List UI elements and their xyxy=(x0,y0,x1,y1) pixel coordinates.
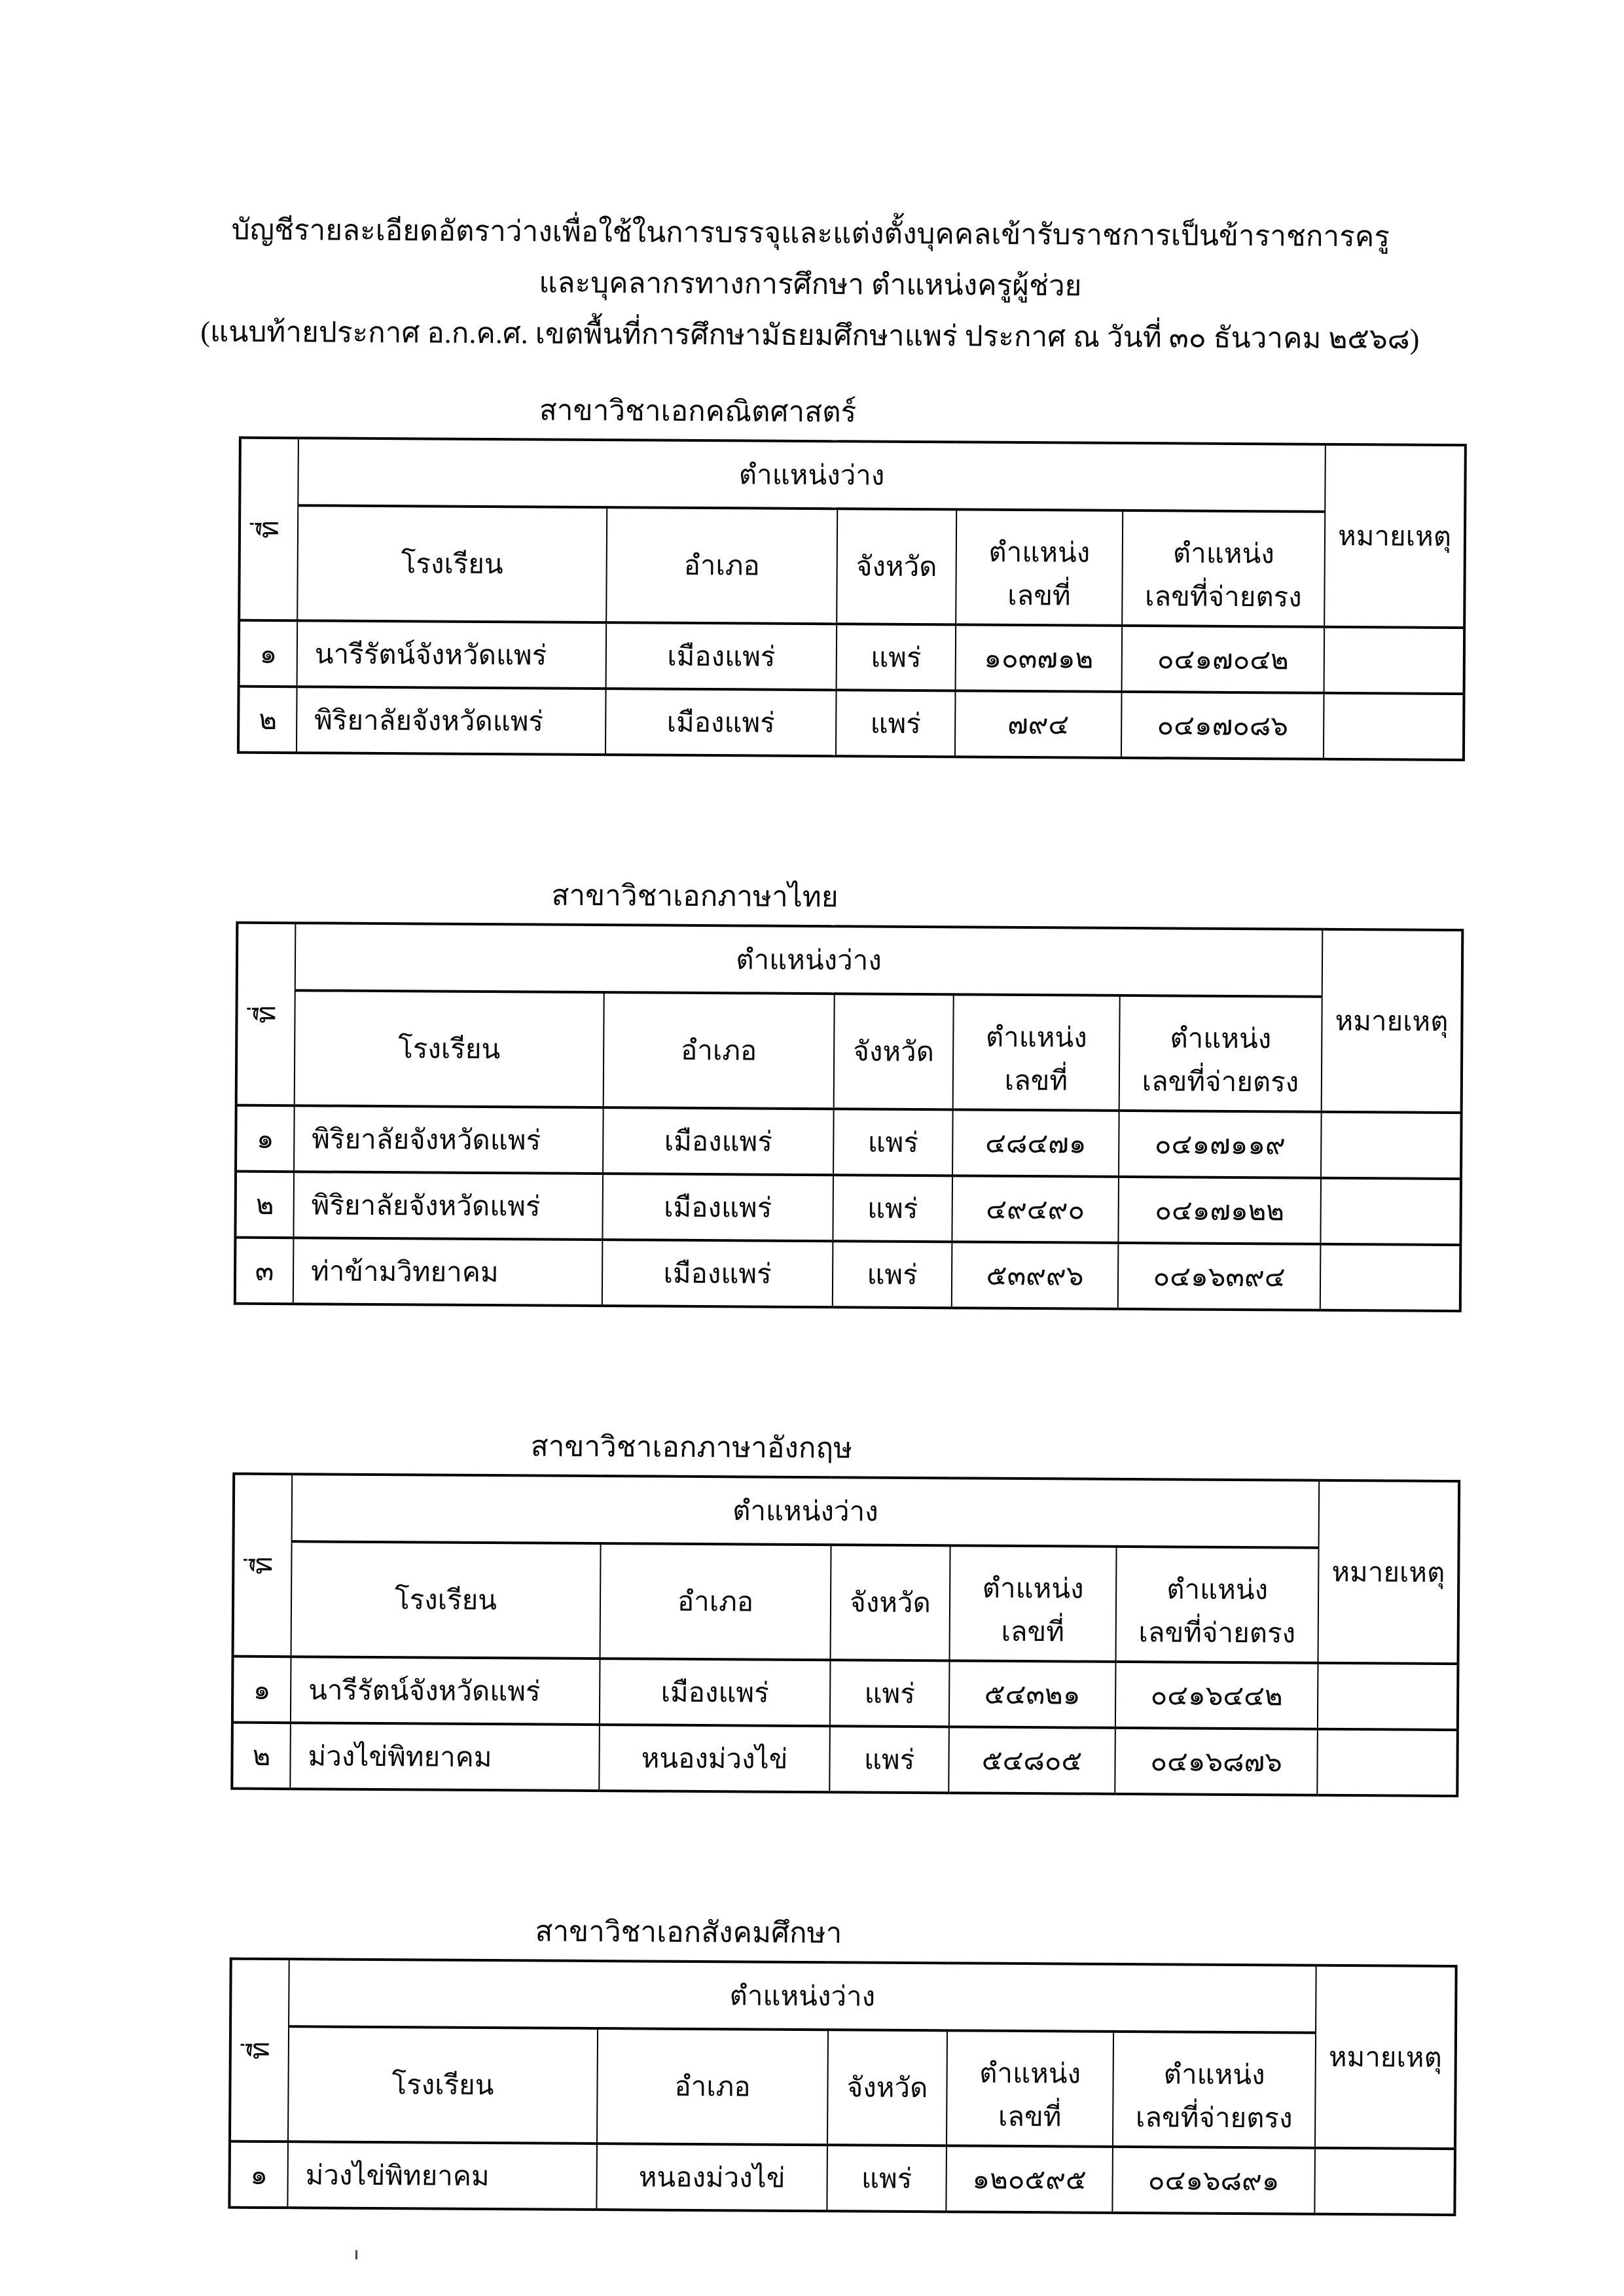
col-header-no-label: ที่ xyxy=(245,2041,276,2060)
table-row xyxy=(236,1105,1462,1179)
vacancy-table xyxy=(228,1958,1457,2216)
vacancy-table xyxy=(234,922,1464,1312)
cell-province: แพร่ xyxy=(830,1660,950,1727)
col-header-direct-line2: เลขที่จ่ายตรง xyxy=(1142,1067,1299,1098)
cell-position-no: ๕๔๓๒๑ xyxy=(949,1660,1116,1728)
cell-no: ๒ xyxy=(232,1723,291,1789)
cell-district: เมืองแพร่ xyxy=(602,1174,833,1241)
col-header-district: อำเภอ xyxy=(600,1543,831,1660)
subject-title: สาขาวิชาเอกสังคมศึกษา xyxy=(535,1915,842,1950)
subject-section xyxy=(0,874,1619,1313)
col-header-direct-pay-no-lines xyxy=(1113,2033,1315,2147)
col-header-vacancy: ตำแหน่งว่าง xyxy=(292,1474,1320,1548)
col-header-position-line2: เลขที่ xyxy=(1004,1066,1068,1097)
col-header-direct-line1: ตำแหน่ง xyxy=(1170,1024,1272,1055)
col-header-position-no-lines xyxy=(956,511,1122,624)
cell-school: ม่วงไข่พิทยาคม xyxy=(290,1723,600,1791)
col-header-no-label: ที่ xyxy=(251,1005,282,1024)
cell-remark xyxy=(1314,2148,1455,2215)
col-header-no xyxy=(233,1474,293,1657)
cell-position-no: ๕๔๘๐๕ xyxy=(948,1727,1115,1794)
subject-title: สาขาวิชาเอกภาษาไทย xyxy=(551,879,839,914)
col-header-district: อำเภอ xyxy=(604,992,835,1109)
cell-position-no: ๗๙๔ xyxy=(955,691,1122,758)
table-row xyxy=(229,2142,1455,2215)
vacancy-table-body xyxy=(229,2142,1455,2215)
subject-section xyxy=(0,1425,1615,1798)
col-header-position-line2: เลขที่ xyxy=(998,2102,1062,2133)
col-header-vacancy: ตำแหน่งว่าง xyxy=(295,923,1323,997)
cell-district: เมืองแพร่ xyxy=(606,622,837,690)
table-row xyxy=(232,1723,1458,1796)
cell-remark xyxy=(1320,1244,1461,1311)
cell-province: แพร่ xyxy=(833,1109,953,1175)
col-header-school: โรงเรียน xyxy=(295,990,604,1107)
cell-direct-pay-no: ๐๔๑๖๓๙๔ xyxy=(1118,1243,1321,1310)
cell-school: นารีรัตน์จังหวัดแพร่ xyxy=(297,620,607,689)
vacancy-table xyxy=(230,1473,1460,1797)
cell-province: แพร่ xyxy=(833,1241,952,1308)
col-header-direct-line1: ตำแหน่ง xyxy=(1172,539,1274,570)
col-header-position-no xyxy=(956,509,1123,626)
cell-province: แพร่ xyxy=(829,1726,949,1793)
vacancy-table-body xyxy=(238,620,1464,760)
document-title-line-3: (แนบท้ายประกาศ อ.ก.ค.ศ. เขตพื้นที่การศึกษามัธยมศึกษาแพร่ ประกาศ ณ วันที่ ๓๐ ธันวาคม ๒๕๖๘) xyxy=(200,315,1420,355)
col-header-no-label: ที่ xyxy=(248,1556,279,1575)
cell-no: ๓ xyxy=(235,1238,294,1304)
col-header-direct-line1: ตำแหน่ง xyxy=(1166,1575,1269,1606)
col-header-direct-pay-no xyxy=(1115,1547,1318,1663)
col-header-position-no-lines xyxy=(954,996,1119,1109)
table-row xyxy=(235,1172,1461,1245)
cell-direct-pay-no: ๐๔๑๗๑๒๒ xyxy=(1118,1177,1321,1244)
col-header-school: โรงเรียน xyxy=(297,505,607,622)
col-header-school: โรงเรียน xyxy=(291,1541,601,1659)
cell-province: แพร่ xyxy=(833,1175,952,1242)
cell-no: ๑ xyxy=(236,1105,295,1172)
col-header-position-line1: ตำแหน่ง xyxy=(982,1573,1084,1605)
col-header-direct-pay-no xyxy=(1119,996,1322,1112)
cell-school: นารีรัตน์จังหวัดแพร่ xyxy=(291,1657,600,1725)
cell-direct-pay-no: ๐๔๑๗๑๑๙ xyxy=(1119,1111,1322,1178)
cell-no: ๒ xyxy=(235,1172,294,1238)
cell-no: ๑ xyxy=(232,1657,291,1723)
scan-artifact xyxy=(355,2250,357,2259)
cell-position-no: ๔๙๔๙๐ xyxy=(952,1175,1119,1243)
col-header-remark: หมายเหตุ xyxy=(1318,1480,1460,1664)
col-header-position-no xyxy=(947,2030,1113,2147)
col-header-vacancy: ตำแหน่งว่าง xyxy=(289,1959,1316,2033)
cell-remark xyxy=(1317,1729,1458,1796)
col-header-no xyxy=(236,923,296,1106)
table-row xyxy=(235,1238,1461,1311)
document-title-line-2: และบุคลากรทางการศึกษา ตำแหน่งครูผู้ช่วย xyxy=(539,266,1082,302)
document-header xyxy=(0,0,1624,367)
cell-direct-pay-no: ๐๔๑๖๘๗๖ xyxy=(1115,1728,1318,1795)
col-header-remark: หมายเหตุ xyxy=(1324,444,1466,628)
col-header-position-no-lines xyxy=(950,1547,1116,1660)
vacancy-table-body xyxy=(235,1105,1462,1311)
cell-remark xyxy=(1320,1178,1461,1245)
col-header-province: จังหวัด xyxy=(834,994,954,1109)
col-header-remark: หมายเหตุ xyxy=(1322,929,1463,1113)
col-header-district: อำเภอ xyxy=(606,507,837,624)
table-row xyxy=(238,687,1464,760)
cell-remark xyxy=(1318,1663,1458,1730)
col-header-position-no xyxy=(953,994,1120,1111)
cell-direct-pay-no: ๐๔๑๖๘๙๑ xyxy=(1112,2147,1315,2214)
col-header-position-line2: เลขที่ xyxy=(1001,1617,1065,1648)
cell-province: แพร่ xyxy=(827,2145,947,2212)
sections-host xyxy=(0,389,1621,2217)
col-header-position-line1: ตำแหน่ง xyxy=(988,537,1091,569)
cell-position-no: ๔๘๔๗๑ xyxy=(952,1109,1119,1177)
col-header-position-line1: ตำแหน่ง xyxy=(985,1022,1087,1054)
table-row xyxy=(232,1657,1458,1730)
cell-district: เมืองแพร่ xyxy=(602,1240,833,1307)
cell-district: เมืองแพร่ xyxy=(605,689,837,756)
col-header-direct-pay-no xyxy=(1122,511,1325,627)
document-title-line-1: บัญชีรายละเอียดอัตราว่างเพื่อใช้ในการบรรจุและแต่งตั้งบุคคลเข้ารับราชการเป็นข้าราชการครู xyxy=(231,213,1390,253)
col-header-position-line1: ตำแหน่ง xyxy=(979,2058,1081,2090)
col-header-direct-line2: เลขที่จ่ายตรง xyxy=(1138,1618,1296,1649)
cell-remark xyxy=(1321,1112,1462,1179)
col-header-remark: หมายเหตุ xyxy=(1315,1965,1456,2149)
col-header-direct-pay-no-lines xyxy=(1123,512,1324,626)
col-header-no xyxy=(239,438,298,621)
subject-section xyxy=(0,389,1621,762)
col-header-province: จังหวัด xyxy=(837,509,956,624)
cell-school: พิริยาลัยจังหวัดแพร่ xyxy=(294,1105,604,1174)
col-header-province: จังหวัด xyxy=(827,2030,947,2145)
cell-province: แพร่ xyxy=(836,690,956,757)
vacancy-table xyxy=(237,437,1467,761)
col-header-position-line2: เลขที่ xyxy=(1007,581,1071,612)
cell-direct-pay-no: ๐๔๑๖๔๔๒ xyxy=(1115,1662,1318,1729)
col-header-direct-line2: เลขที่จ่ายตรง xyxy=(1135,2103,1293,2134)
col-header-direct-pay-no-lines xyxy=(1120,997,1322,1111)
col-header-position-no xyxy=(950,1545,1117,1662)
cell-no: ๑ xyxy=(239,620,298,687)
cell-school: พิริยาลัยจังหวัดแพร่ xyxy=(297,687,606,755)
cell-position-no: ๑๒๐๕๙๕ xyxy=(946,2145,1113,2213)
col-header-district: อำเภอ xyxy=(597,2028,828,2145)
cell-remark xyxy=(1324,693,1464,760)
cell-school: พิริยาลัยจังหวัดแพร่ xyxy=(293,1172,603,1240)
subject-title: สาขาวิชาเอกคณิตศาสตร์ xyxy=(539,394,857,429)
cell-district: หนองม่วงไข่ xyxy=(596,2144,827,2211)
cell-no: ๑ xyxy=(229,2142,288,2208)
col-header-school: โรงเรียน xyxy=(288,2026,598,2144)
cell-province: แพร่ xyxy=(837,624,956,691)
col-header-no-label: ที่ xyxy=(254,520,285,539)
col-header-direct-pay-no xyxy=(1113,2032,1316,2148)
subject-section xyxy=(0,1910,1612,2217)
col-header-province: จังหวัด xyxy=(831,1545,950,1660)
table-row xyxy=(239,620,1465,694)
cell-no: ๒ xyxy=(238,687,297,753)
cell-district: หนองม่วงไข่ xyxy=(599,1725,830,1792)
col-header-vacancy: ตำแหน่งว่าง xyxy=(298,438,1326,512)
cell-school: ม่วงไข่พิทยาคม xyxy=(287,2142,597,2210)
vacancy-table-body xyxy=(232,1657,1458,1796)
cell-district: เมืองแพร่ xyxy=(600,1659,831,1726)
cell-direct-pay-no: ๐๔๑๗๐๔๒ xyxy=(1122,626,1325,693)
cell-district: เมืองแพร่ xyxy=(603,1107,834,1175)
cell-position-no: ๕๓๙๙๖ xyxy=(952,1242,1119,1309)
subject-title: สาขาวิชาเอกภาษาอังกฤษ xyxy=(530,1430,853,1465)
cell-remark xyxy=(1324,627,1465,694)
col-header-direct-pay-no-lines xyxy=(1117,1548,1318,1662)
col-header-direct-line2: เลขที่จ่ายตรง xyxy=(1145,582,1302,613)
col-header-direct-line1: ตำแหน่ง xyxy=(1163,2060,1265,2091)
cell-direct-pay-no: ๐๔๑๗๐๘๖ xyxy=(1121,692,1324,759)
col-header-no xyxy=(230,1959,289,2142)
col-header-position-no-lines xyxy=(947,2032,1113,2145)
cell-school: ท่าข้ามวิทยาคม xyxy=(293,1238,603,1306)
cell-position-no: ๑๐๓๗๑๒ xyxy=(956,624,1123,692)
